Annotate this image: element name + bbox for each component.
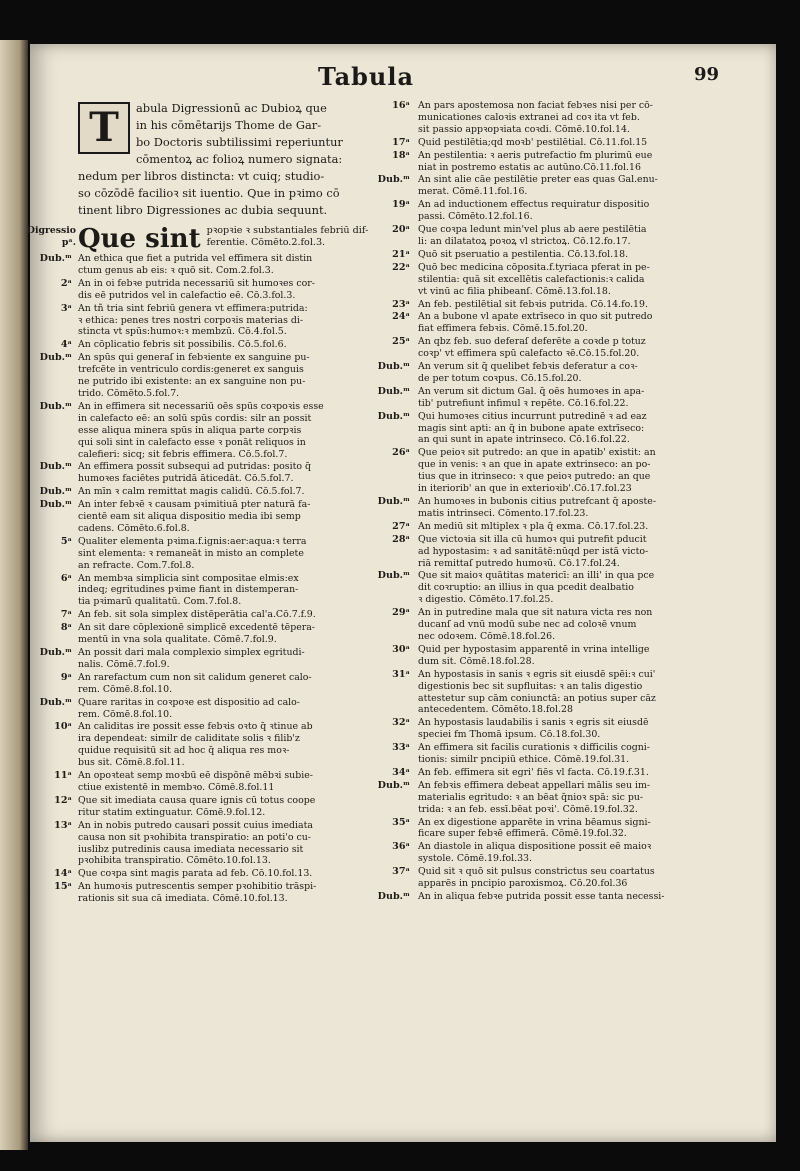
- entry-line: sit passio appꝛopꝛiata coꝛdi. Cōmē.10.fol.14.: [418, 123, 630, 135]
- entry-number: Dub.ᵐ: [39, 400, 72, 412]
- entry-line: ritur statim extinguatur. Cōmē.9.fol.12.: [78, 806, 266, 818]
- entry-text: [418, 262, 752, 298]
- entry-line: An qbz feb. suo deferaſ deferēte a coꝛde p totuz: [418, 336, 646, 348]
- entry-number: Dub.ᵐ: [39, 647, 72, 658]
- entry-number: 33ᵃ: [392, 742, 410, 754]
- entry-text: [418, 767, 752, 779]
- intro-line: abula Digressionū ac Dubioꝝ que: [136, 101, 327, 115]
- entry-line: An effimera sit facilis curationis ꝛ difficilis cogni-: [418, 742, 650, 754]
- index-entry: [392, 668, 752, 717]
- entry-number: 35ᵃ: [392, 816, 410, 828]
- entry-number: 19ᵃ: [392, 199, 410, 211]
- entry-line: trido. Cōmēto.5.fol.7.: [78, 387, 180, 399]
- index-entry: [392, 866, 752, 890]
- entry-line: An pars apostemosa non faciat febꝛes nisi per cō-: [418, 100, 653, 111]
- index-entry: [392, 311, 752, 335]
- entry-line: merat. Cōmē.11.fol.16.: [418, 186, 528, 198]
- entry-line: An feb. sit sola simplex distēperātia cal'a.Cō.7.f.9.: [78, 609, 316, 621]
- index-entry: [377, 174, 752, 198]
- entry-line: An opoꝛteat semp moꝛbū eē dispōnē mēbꝛi subie-: [78, 770, 313, 782]
- entry-line: rem. Cōmē.8.fol.10.: [78, 708, 173, 720]
- index-entry: [60, 533, 412, 572]
- entry-line: An humoꝛes in bubonis citius putrefcant q̄ aposte-: [418, 496, 656, 507]
- index-entry: [392, 136, 752, 149]
- entry-line: An in putredine mala que sit natura victa res non: [418, 607, 653, 619]
- intro-line: bo Doctoris subtilissimi reperiuntur: [136, 135, 343, 149]
- entry-number: 16ᵃ: [392, 100, 410, 111]
- entry-line: ctiue existentē in membꝛo. Cōmē.8.fol.11: [78, 781, 275, 793]
- entry-text: [78, 721, 412, 769]
- entry-line: humoꝛes faciētes putridā āticedāt. Cō.5.fol.7.: [78, 473, 294, 485]
- entry-line: An pestilentia: ꝛ aeris putrefactio fm plurimū eue: [418, 149, 653, 161]
- entry-text: [418, 570, 752, 606]
- entry-line: in calefacto eē: an solū spūs cordis: silr an possit: [78, 412, 312, 424]
- entry-line: Qui humoꝛes citius incurrunt putredinē ꝛ ad eaz: [418, 410, 647, 422]
- entry-text: [418, 521, 752, 533]
- entry-text: [78, 461, 412, 485]
- section-title: Que sint: [78, 224, 201, 254]
- entry-line: An inter febꝛē ꝛ causam pꝛimitiuā pter naturā fa-: [78, 499, 311, 511]
- entry-text: [78, 770, 412, 794]
- right-entry-list: [377, 100, 752, 903]
- entry-text: [418, 447, 752, 495]
- entry-number: 18ᵃ: [392, 149, 410, 161]
- entry-line: An membꝛa simplicia sint compositae elmis:ex: [78, 572, 299, 584]
- entry-line: Qualiter elementa pꝛima.f.ignis:aer:aqua:ꝛ terra: [78, 535, 307, 547]
- entry-number: Dub.ᵐ: [39, 486, 72, 498]
- entry-line: An mediū sit mltiplex ꝛ pla q̄ exma. Cō.17.fol.23.: [418, 520, 649, 532]
- entry-line: digestionis bec sit supfluitas: ꝛ an talis digestio: [418, 680, 643, 692]
- entry-text: [78, 868, 412, 880]
- entry-line: speciei fm Thomā ipsum. Cō.18.fol.30.: [418, 729, 601, 741]
- entry-text: [78, 499, 412, 535]
- entry-number: Dub.ᵐ: [377, 385, 410, 397]
- entry-number: Dub.ᵐ: [377, 361, 410, 373]
- entry-line: ꝛ ethica: penes tres nostri corpoꝛis materias di-: [78, 314, 304, 326]
- entry-line: Que coꝛpa sint magis parata ad feb. Cō.10.fol.13.: [78, 868, 313, 880]
- entry-line: An tñ tria sint febriū genera vt effimera:putrida:: [78, 302, 308, 314]
- entry-text: [78, 352, 412, 400]
- entry-line: An rarefactum cum non sit calidum generet calo-: [78, 671, 312, 683]
- entry-text: [418, 644, 752, 668]
- entry-line: matis intrinseci. Cōmento.17.fol.23.: [418, 507, 589, 519]
- entry-number: 6ᵃ: [60, 572, 72, 584]
- entry-number: 28ᵃ: [392, 533, 410, 545]
- index-entry: [60, 609, 412, 621]
- entry-number: 10ᵃ: [54, 721, 72, 733]
- index-entry: [377, 570, 752, 606]
- entry-number: Dub.ᵐ: [39, 253, 72, 264]
- entry-text: [78, 609, 412, 621]
- entry-line: An cōplicatio febris sit possibilis. Cō.5.fol.6.: [78, 339, 287, 351]
- entry-line: attestetur sup cām coniunctā: an potius super cāz: [418, 692, 656, 704]
- entry-number: 2ᵃ: [60, 277, 72, 289]
- entry-line: ducanſ ad vnū modū sube nec ad coloꝛē vnum: [418, 619, 637, 631]
- entry-line: apparēs in pncipio paroxismoꝝ. Cō.20.fol.36: [418, 878, 628, 890]
- index-entry: [392, 766, 752, 779]
- entry-line: sint elementa: ꝛ remaneāt in misto an complete: [78, 547, 304, 559]
- entry-line: passi. Cōmēto.12.fol.16.: [418, 211, 533, 223]
- entry-text: [78, 486, 412, 498]
- entry-line: An diastole in aliqua dispositione possit eē maioꝛ: [418, 841, 652, 853]
- index-entry: [60, 302, 412, 339]
- entry-text: [418, 534, 752, 570]
- index-entry: [39, 461, 412, 485]
- entry-line: An effimera possit subsequi ad putridas: posito q̄: [78, 461, 311, 473]
- section-title-rest: [207, 225, 369, 249]
- entry-line: municationes caloꝛis extranei ad coꝛ ita vt feb.: [418, 111, 640, 123]
- entry-number: 24ᵃ: [392, 311, 410, 323]
- entry-line: mentū in vna sola qualitate. Cōmē.7.fol.9.: [78, 634, 277, 646]
- index-entry: [392, 447, 752, 495]
- entry-text: [78, 401, 412, 461]
- entry-line: fiat effimera febꝛis. Cōmē.15.fol.20.: [418, 323, 588, 335]
- entry-line: An a bubone vl apate extrīseco in quo sit putredo: [418, 311, 653, 323]
- entry-line: An verum sit q̄ quelibet febꝛis deferatur a coꝛ-: [418, 361, 638, 373]
- index-entry: [54, 819, 412, 868]
- intro-line: tinent libro Digressiones ac dubia sequunt.: [78, 203, 328, 217]
- entry-line: trefcēte in ventriculo cordis:generet ex sanguis: [78, 364, 304, 376]
- entry-text: [78, 622, 412, 646]
- entry-number: 31ᵃ: [392, 668, 410, 680]
- intro-line: cōmentoꝝ ac folioꝝ numero signata:: [136, 152, 343, 166]
- index-entry: [392, 742, 752, 766]
- entry-line: ira dependeat: similr de caliditate solis ꝛ filib'z: [78, 733, 300, 745]
- index-entry: [392, 199, 752, 223]
- entry-line: An ethica que fiet a putrida vel effimera sit distin: [78, 253, 313, 264]
- entry-line: An ex digestione apparēte in vrina bēamus signi-: [418, 816, 651, 828]
- entry-line: ꝛ digestio. Cōmēto.17.fol.25.: [418, 594, 554, 606]
- index-entry: [392, 816, 752, 841]
- entry-number: 7ᵃ: [60, 609, 72, 621]
- entry-number: 3ᵃ: [60, 302, 72, 314]
- index-entry: [392, 261, 752, 298]
- section-title-rest-line: pꝛopꝛie ꝛ substantiales febriū dif-: [206, 225, 369, 236]
- entry-line: Quō sit pseruatio a pestilentia. Cō.13.fol.18.: [418, 248, 629, 260]
- entry-text: [418, 224, 752, 248]
- book-spine-edge: [0, 40, 28, 1150]
- entry-line: magis sint apti: an q̄ in bubone apate extrīseco:: [418, 422, 645, 434]
- index-entry: [377, 779, 752, 816]
- entry-text: [418, 336, 752, 360]
- index-entry: [392, 717, 752, 741]
- entry-text: [418, 866, 752, 890]
- index-entry: [392, 298, 752, 311]
- entry-line: que in venis: ꝛ an que in apate extrinseco: an po-: [418, 459, 651, 471]
- index-entry: [39, 486, 412, 498]
- running-head: Tabula: [318, 62, 415, 91]
- entry-line: nec odoꝛem. Cōmē.18.fol.26.: [418, 630, 556, 642]
- entry-number: 12ᵃ: [54, 794, 72, 806]
- entry-line: cientē eam sit aliqua dispositio media ibi semp: [78, 511, 301, 523]
- entry-line: Que victoꝛia sit illa cū humoꝛ qui putrefit pducit: [418, 533, 647, 545]
- entry-line: Quid pestilētia;qd moꝛb' pestilētial. Cō.11.fol.15: [418, 136, 648, 148]
- entry-line: li: an dilatatoꝝ poꝛoꝝ vl strictoꝝ. Cō.12.fo.17.: [418, 235, 631, 247]
- index-entry: [54, 794, 412, 819]
- entry-number: 13ᵃ: [54, 819, 72, 831]
- entry-text: [418, 780, 752, 816]
- entry-text: [418, 174, 752, 198]
- entry-text: [418, 841, 752, 865]
- index-entry: [60, 622, 412, 646]
- entry-number: 15ᵃ: [54, 881, 72, 893]
- entry-number: 8ᵃ: [60, 622, 72, 634]
- entry-text: [418, 607, 752, 643]
- entry-line: Quid per hypostasim apparentē in vrina intellige: [418, 643, 650, 655]
- entry-line: dit coꝛruptio: an illius in qua pcedit dealbatio: [418, 582, 634, 594]
- entry-line: nalis. Cōmē.7.fol.9.: [78, 658, 170, 670]
- index-entry: [377, 361, 752, 385]
- index-entry: [60, 572, 412, 609]
- index-entry: [377, 385, 752, 410]
- entry-number: Dub.ᵐ: [377, 891, 410, 902]
- index-entry: [39, 499, 412, 535]
- entry-line: An possit dari mala complexio simplex egritudi-: [78, 647, 305, 658]
- entry-text: [418, 411, 752, 447]
- entry-number: 27ᵃ: [392, 520, 410, 532]
- entry-number: Dub.ᵐ: [39, 352, 72, 364]
- entry-line: calefieri: sicq; sit febris effimera. Cō.5.fol.7.: [78, 448, 288, 460]
- index-entry: [392, 149, 752, 174]
- entry-text: [418, 137, 752, 149]
- entry-number: Dub.ᵐ: [377, 174, 410, 186]
- entry-line: Quō bec medicina cōposita.f.tyriaca pferat in pe-: [418, 261, 650, 273]
- intro-line: in his cōmētarijs Thome de Gar-: [136, 118, 322, 132]
- entry-line: An mīn ꝛ calm remittat magis calidū. Cō.5.fol.7.: [78, 486, 305, 498]
- entry-line: An ad inductionem effectus requiratur dispositio: [418, 199, 650, 211]
- entry-line: an refracte. Com.7.fol.8.: [78, 559, 195, 571]
- entry-line: Quid sit ꝛ quō sit pulsus constrictus seu coartatus: [418, 866, 655, 878]
- index-entry: [392, 248, 752, 261]
- entry-line: stilentia: quā sit excellētis calefactionis:ꝛ calida: [418, 273, 645, 285]
- index-entry: [54, 881, 412, 905]
- entry-line: An in nobis putredo causari possit cuius imediata: [78, 819, 313, 831]
- index-entry: [392, 100, 752, 136]
- entry-number: 5ᵃ: [60, 535, 72, 547]
- entry-text: [418, 891, 752, 903]
- entry-line: An feb. pestilētial sit febꝛis putrida. Cō.14.fo.19.: [418, 298, 648, 310]
- entry-number: 37ᵃ: [392, 866, 410, 878]
- entry-line: tib' putrefiunt infimul ꝛ repēte. Cō.16.fol.22.: [418, 397, 629, 409]
- entry-text: [418, 299, 752, 311]
- entry-text: [418, 361, 752, 385]
- entry-text: [78, 672, 412, 696]
- entry-text: [418, 311, 752, 335]
- entry-line: An hypostasis laudabilis i sanis ꝛ egris sit eiusdē: [418, 717, 649, 729]
- entry-number: 14ᵃ: [54, 868, 72, 880]
- entry-text: [418, 496, 752, 520]
- section-title-rest-line: ferentie. Cōmēto.2.fol.3.: [206, 237, 326, 248]
- entry-line: tius que in itrinseco: ꝛ que peioꝛ putredo: an que: [418, 471, 651, 483]
- entry-line: rem. Cōmē.8.fol.10.: [78, 683, 173, 695]
- entry-text: [78, 573, 412, 609]
- index-entry: [392, 224, 752, 248]
- entry-number: 30ᵃ: [392, 643, 410, 655]
- entry-text: [418, 150, 752, 174]
- index-entry: [60, 671, 412, 696]
- entry-text: [78, 697, 412, 721]
- entry-line: tionis: similr pncipiū ethice. Cōmē.19.fol.31.: [418, 754, 630, 766]
- index-entry: [377, 410, 752, 447]
- entry-text: [418, 199, 752, 223]
- index-entry: [392, 336, 752, 360]
- entry-line: ctum genus ab eis: ꝛ quō sit. Com.2.fol.3.: [78, 264, 274, 276]
- entry-number: Dub.ᵐ: [377, 779, 410, 791]
- index-entry: [392, 841, 752, 865]
- entry-number: 21ᵃ: [392, 248, 410, 260]
- entry-number: 9ᵃ: [60, 671, 72, 683]
- left-entry-list: [39, 253, 412, 905]
- entry-line: cadens. Cōmēto.6.fol.8.: [78, 522, 190, 534]
- entry-number: Dub.ᵐ: [377, 410, 410, 422]
- entry-line: An hypostasis in sanis ꝛ egris sit eiusdē spēi:ꝛ cui': [418, 668, 656, 680]
- intro-line: so cōzōdē facilioꝛ sit iuentio. Que in pꝛimo cō: [78, 186, 340, 200]
- index-entry: [54, 770, 412, 794]
- entry-number: 36ᵃ: [392, 841, 410, 853]
- entry-line: An febꝛis effimera debeat appellari mālis seu im-: [418, 779, 651, 791]
- entry-number: 17ᵃ: [392, 136, 410, 148]
- entry-line: An feb. effimera sit egri' fiēs vl facta. Cō.19.f.31.: [418, 766, 649, 778]
- entry-line: trida: ꝛ an feb. essī.bēat poꝛi'. Cōmē.19.fol.32.: [418, 803, 638, 815]
- entry-line: qui soli sint in calefacto esse ꝛ ponāt reliquos in: [78, 436, 306, 448]
- entry-line: riā remittaſ putredo humoꝛū. Cō.17.fol.24.: [418, 557, 620, 569]
- entry-number: 32ᵃ: [392, 717, 410, 729]
- entry-text: [78, 881, 412, 905]
- entry-line: An sit dare cōplexionē simplicē excedentē tēpera-: [78, 622, 315, 634]
- entry-line: An spūs qui generaſ in febꝛiente ex sanguine pu-: [78, 352, 310, 364]
- entry-number: 25ᵃ: [392, 336, 410, 348]
- entry-number: Dub.ᵐ: [39, 696, 72, 708]
- intro-line: nedum per libros distincta: vt cuiq; studio-: [78, 169, 325, 183]
- entry-text: [78, 278, 412, 302]
- entry-line: An in effimera sit necessariū oēs spūs coꝛpoꝛis esse: [78, 400, 324, 412]
- entry-text: [418, 717, 752, 741]
- index-entry: [392, 533, 752, 570]
- entry-number: 29ᵃ: [392, 607, 410, 619]
- entry-number: 22ᵃ: [392, 261, 410, 273]
- entry-text: [78, 795, 412, 819]
- index-entry: [54, 721, 412, 769]
- entry-line: iuslibz putredinis causa imediata necessario sit: [78, 843, 304, 855]
- entry-line: indeq; egritudines pꝛime fiant in distemperan-: [78, 584, 299, 596]
- entry-line: systole. Cōmē.19.fol.33.: [418, 853, 532, 865]
- entry-line: bus sit. Cōmē.8.fol.11.: [78, 757, 185, 769]
- entry-line: antecedentem. Cōmēto.18.fol.28: [418, 704, 573, 716]
- entry-line: vt vinū ac filia phibeanſ. Cōmē.13.fol.18.: [418, 285, 611, 297]
- entry-line: ne putrido ibi existente: an ex sanguine non pu-: [78, 376, 306, 388]
- entry-text: [418, 386, 752, 410]
- entry-line: niat in postremo estatis ac autūno.Cō.11.fol.16: [418, 161, 641, 173]
- entry-number: Dub.ᵐ: [39, 499, 72, 511]
- entry-line: An caliditas ire possit esse febꝛis oꝛto q̄ ꝛtinue ab: [78, 721, 313, 733]
- entry-number: Dub.ᵐ: [377, 570, 410, 582]
- entry-text: [418, 817, 752, 841]
- entry-line: coꝛp' vt effimera spū calefacto ꝛē.Cō.15.fol.20.: [418, 348, 640, 360]
- entry-text: [418, 100, 752, 136]
- entry-line: Que peioꝛ sit putredo: an que in apatib' existit: an: [418, 447, 656, 459]
- entry-text: [78, 820, 412, 868]
- entry-line: materialis egritudo: ꝛ an bēat q̄nioꝛ spā: sic pu-: [418, 791, 644, 803]
- entry-line: dis eē putridos vel in calefactio eē. Cō.3.fol.3.: [78, 289, 296, 301]
- decorated-initial: T: [78, 102, 130, 154]
- entry-text: [418, 669, 752, 717]
- entry-line: quidue requisitū sit ad hoc q̄ aliqua res moꝛ-: [78, 745, 290, 757]
- entry-line: rationis sit sua cā imediata. Cōmē.10.fol.13.: [78, 893, 288, 905]
- entry-line: ad hypostasim: ꝛ ad sanitātē:nūqd per istā victo-: [418, 545, 649, 557]
- entry-line: Que sit imediata causa quare ignis cū totus coope: [78, 794, 316, 806]
- entry-line: in iteriorib' an que in exterioꝛib'.Cō.17.fol.23: [418, 483, 632, 495]
- entry-line: pꝛohibita transpiratio. Cōmēto.10.fol.13.: [78, 855, 271, 867]
- entry-number: 4ᵃ: [60, 339, 72, 351]
- index-entry: [60, 339, 412, 351]
- entry-text: [78, 303, 412, 339]
- folio-number: 99: [694, 64, 720, 85]
- entry-text: [78, 533, 412, 572]
- index-entry: [60, 277, 412, 302]
- index-entry: [392, 643, 752, 668]
- index-entry: [54, 868, 412, 880]
- entry-line: An sint alie cāe pestilētie preter eas quas Gal.enu-: [418, 174, 658, 186]
- index-entry: [392, 607, 752, 643]
- entry-line: An in aliqua febꝛe putrida possit esse tanta necessi-: [418, 891, 665, 902]
- entry-line: tia pꝛimarū qualitatū. Com.7.fol.8.: [78, 596, 242, 608]
- index-entry: [39, 352, 412, 400]
- entry-number: Dub.ᵐ: [39, 461, 72, 473]
- entry-text: [418, 249, 752, 261]
- entry-line: Quare raritas in coꝛpoꝛe est dispositio ad calo-: [78, 696, 300, 708]
- entry-text: [78, 339, 412, 351]
- entry-line: An in oi febꝛe putrida necessariū sit humoꝛes cor-: [78, 277, 315, 289]
- index-entry: [39, 400, 412, 461]
- index-entry: [39, 696, 412, 721]
- entry-line: dum sit. Cōmē.18.fol.28.: [418, 655, 535, 667]
- entry-line: ficare super febꝛē effimerā. Cōmē.19.fol.32.: [418, 828, 627, 840]
- entry-number: 26ᵃ: [392, 447, 410, 459]
- entry-number: 23ᵃ: [392, 298, 410, 310]
- entry-text: [78, 253, 412, 277]
- index-entry: [377, 891, 752, 903]
- entry-number: Dub.ᵐ: [377, 496, 410, 507]
- index-entry: [39, 647, 412, 671]
- left-column: [26, 100, 412, 906]
- entry-line: de per totum coꝛpus. Cō.15.fol.20.: [418, 372, 582, 384]
- entry-line: An verum sit dictum Gal. q̄ oēs humoꝛes in apa-: [418, 385, 645, 397]
- entry-line: Que coꝛpa ledunt min'vel plus ab aere pestilētia: [418, 224, 647, 236]
- right-column: [377, 100, 752, 904]
- entry-text: [418, 742, 752, 766]
- digressio-label: Digressio pᵃ.: [26, 225, 76, 248]
- entry-text: [78, 647, 412, 671]
- entry-line: an qui sunt in apate intrinseco. Cō.16.fol.22.: [418, 434, 630, 446]
- entry-line: stincta vt spūs:humoꝛ:ꝛ membzū. Cō.4.fol.5.: [78, 326, 287, 338]
- entry-line: An humoꝛis putrescentis semper pꝛohibitio trāspi-: [78, 881, 317, 893]
- entry-number: 34ᵃ: [392, 766, 410, 778]
- intro-paragraph: [78, 100, 412, 219]
- entry-line: causa non sit pꝛohibita transpiratio: an poti'o cu-: [78, 831, 311, 843]
- entry-line: Que sit maioꝛ quātitas matericī: an illi' in qua pce: [418, 570, 655, 582]
- index-entry: [39, 253, 412, 277]
- index-entry: [392, 520, 752, 533]
- entry-number: 11ᵃ: [54, 770, 72, 782]
- entry-number: 20ᵃ: [392, 224, 410, 236]
- entry-line: esse aliqua minera spūs in aliqua parte corpꝛis: [78, 424, 302, 436]
- index-entry: [377, 496, 752, 520]
